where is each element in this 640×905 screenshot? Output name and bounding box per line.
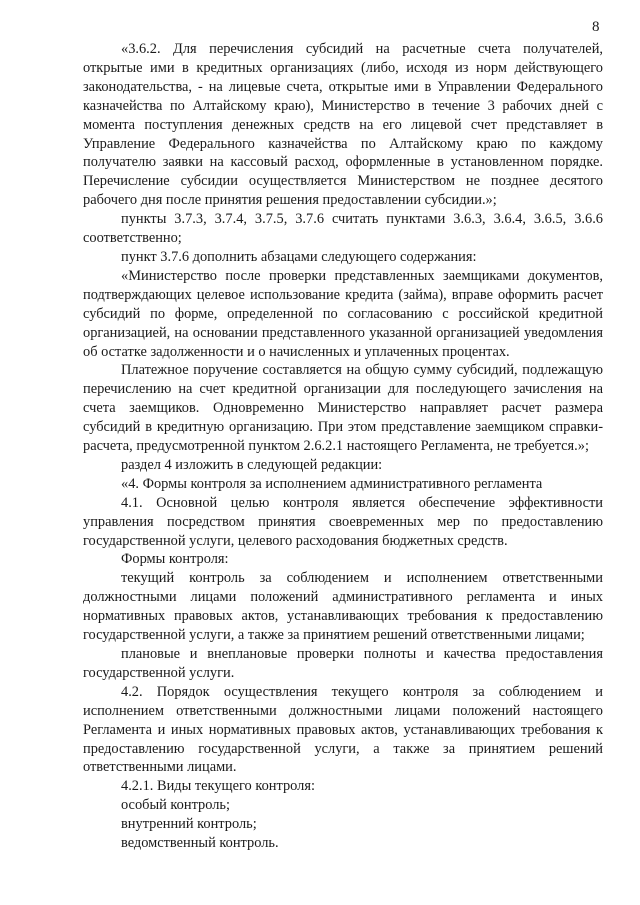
paragraph-control-forms: Формы контроля:	[121, 551, 229, 568]
paragraph-4-1: 4.1. Основной целью контроля является обеспечение эффективности управления посредством принятия своевременных мер по предоставлению государственной услуги, целевого расходования бюджетных средств.	[83, 494, 603, 549]
paragraph-renumber-points: пункты 3.7.3, 3.7.4, 3.7.5, 3.7.6 считать пунктами 3.6.3, 3.6.4, 3.6.5, 3.6.6 соответственно;	[83, 211, 603, 247]
list-item-departmental-control: ведомственный контроль.	[121, 835, 279, 852]
paragraph-3-7-6-addition: пункт 3.7.6 дополнить абзацами следующего содержания:	[121, 248, 477, 265]
paragraph-inspections: плановые и внеплановые проверки полноты и качества предоставления государственной услуги.	[83, 646, 603, 681]
paragraph-4-2-1: 4.2.1. Виды текущего контроля:	[121, 778, 315, 795]
page-number: 8	[592, 19, 600, 35]
paragraph-3-6-2: «3.6.2. Для перечисления субсидий на расчетные счета получателей, открытые ими в кредитных организациях (либо, исходя из норм действующего законодательства, - на лицевые счета, открытые ими в Управлении Федерального казначейства по Алтайскому краю), Министерство в течение 3 рабочих дней с момента поступления денежных средств на его лицевой счет представляет в Управление Федерального казначейства по Алтайскому краю по каждому получателю заявки на кассовый расход, оформленные в установленном порядке. Перечисление субсидии осуществляется Министерством не позднее десятого рабочего дня после принятия решения предоставлении субсидии.»;	[83, 41, 603, 209]
paragraph-payment-order: Платежное поручение составляется на общую сумму субсидий, подлежащую перечислению на счет кредитной организации для последующего зачисления на счета заемщиков. Одновременно Министерство направляет расчет размера субсидий в кредитную организацию. При этом представление заемщиком справки-расчета, предусмотренной пунктом 2.6.2.1 настоящего Регламента, не требуется.»;	[83, 362, 603, 455]
paragraph-4-2: 4.2. Порядок осуществления текущего контроля за соблюдением и исполнением ответственными должностными лицами положений настоящего Регламента и иных нормативных правовых актов, устанавливающих требования к предоставлению государственной услуги, а также за принятием решений ответственными лицами.	[83, 683, 603, 776]
list-item-internal-control: внутренний контроль;	[121, 816, 257, 833]
paragraph-current-control: текущий контроль за соблюдением и исполнением ответственными должностными лицами положений административного регламента и иных нормативных правовых актов, устанавливающих требования к предоставлению государственной услуги, а также за принятием решений ответственными лицами;	[83, 570, 603, 644]
document-body	[83, 40, 603, 853]
paragraph-ministry-check: «Министерство после проверки представленных заемщиками документов, подтверждающих целевое использование кредита (займа), вправе оформить расчет субсидий по форме, определенной по согласованию с российской кредитной организацией, на основании представленного указанной организацией уведомления об остатке задолженности и о начисленных и уплаченных процентах.	[83, 267, 603, 360]
list-item-special-control: особый контроль;	[121, 797, 230, 814]
section-4-heading: «4. Формы контроля за исполнением административного регламента	[121, 475, 543, 492]
paragraph-section-4-intro: раздел 4 изложить в следующей редакции:	[121, 456, 383, 473]
